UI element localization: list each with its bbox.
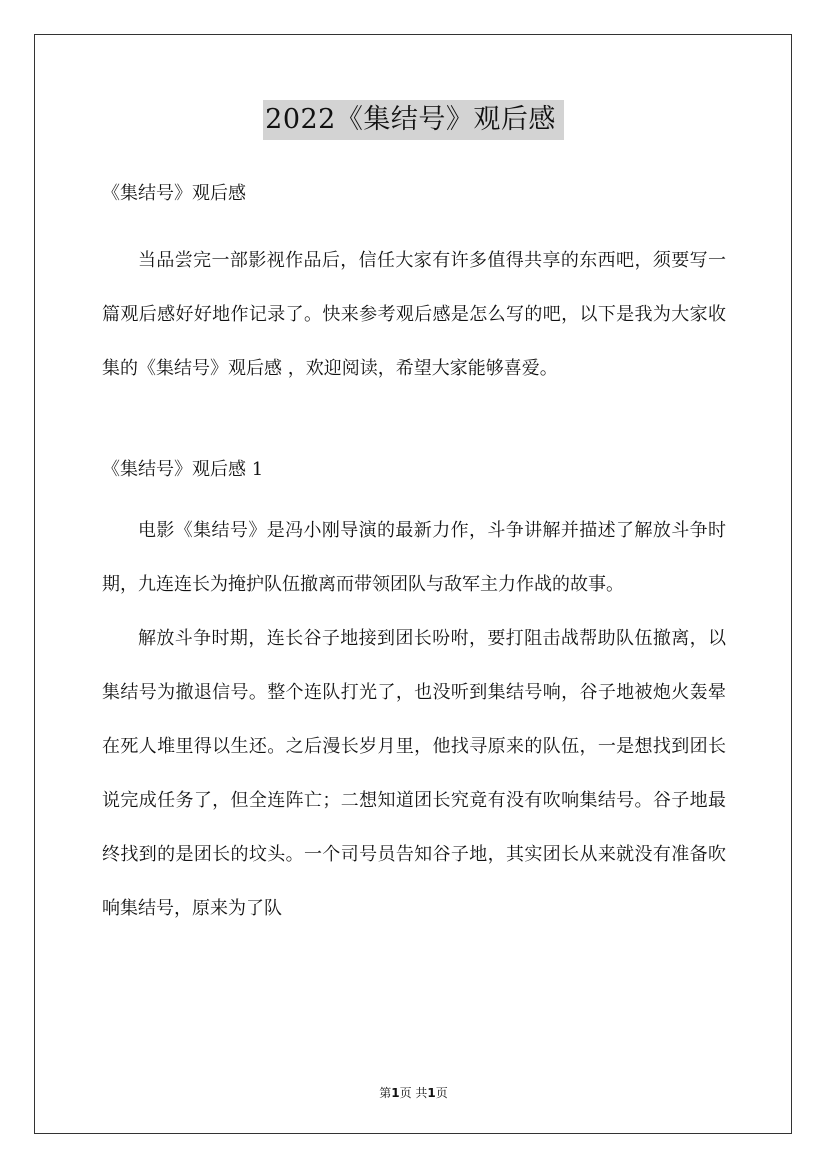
paragraph: 电影《集结号》是冯小刚导演的最新力作，斗争讲解并描述了解放斗争时期，九连连长为掩护队伍撤离而带领团队与敌军主力作战的故事。 — [102, 520, 726, 595]
footer-page-prefix: 第 — [379, 1086, 392, 1100]
paragraph: 解放斗争时期，连长谷子地接到团长吩咐，要打阻击战帮助队伍撤离，以集结号为撤退信号。整个连队打光了，也没听到集结号响，谷子地被炮火轰晕在死人堆里得以生还。之后漫长岁月里，他找寻原来的队伍，一是想找到团长说完成任务了，但全连阵亡；二想知道团长究竟有没有吹响集结号。谷子地最终找到的是团长的坟头。一个司号员告知谷子地，其实团长从来就没有准备吹响集结号，原来为了队 — [102, 628, 726, 919]
document-title: 2022《集结号》观后感 — [263, 100, 564, 140]
footer-page-number: 1 — [391, 1086, 400, 1100]
page-footer — [0, 1084, 827, 1102]
footer-total-suffix: 页 — [435, 1086, 448, 1100]
footer-page-suffix: 页 共 — [399, 1086, 428, 1100]
paragraph: 当品尝完一部影视作品后，信任大家有许多值得共享的东西吧，须要写一篇观后感好好地作记录了。快来参考观后感是怎么写的吧，以下是我为大家收集的《集结号》观后感 ，欢迎阅读，希望大家能够喜爱。 — [102, 250, 726, 379]
section-heading: 《集结号》观后感 — [102, 183, 246, 204]
title-wrap — [0, 100, 827, 140]
footer-total-pages: 1 — [427, 1086, 436, 1100]
document-body — [102, 172, 726, 936]
section-heading: 《集结号》观后感 1 — [102, 459, 264, 480]
